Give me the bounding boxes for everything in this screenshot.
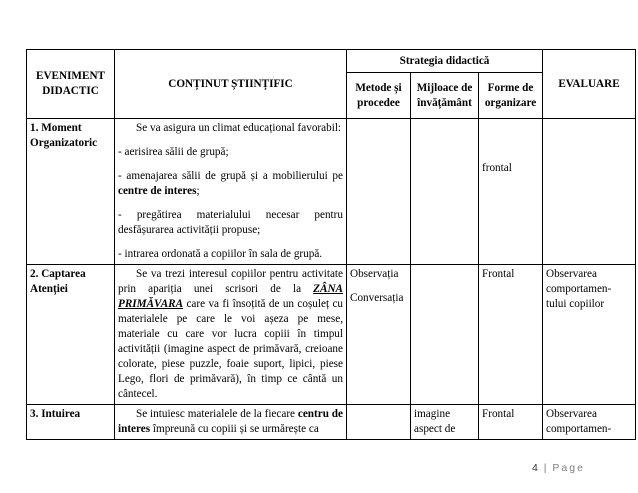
method-item: Conversația (350, 292, 404, 304)
content-text: Se va trezi interesul copiilor pentru activitate prin apariția unei scrisori de la (118, 268, 343, 295)
content-paragraph (118, 267, 343, 402)
content-text: împreună cu copiii și se urmărește ca (152, 423, 319, 435)
header-means: Mijloace de învățământ (411, 73, 479, 119)
content-paragraph (118, 407, 343, 437)
content-cell (115, 405, 347, 440)
content-cell (115, 119, 347, 265)
event-cell: 1. Moment Organizatoric (27, 119, 115, 265)
content-cell (115, 265, 347, 405)
page-footer (532, 462, 585, 474)
methods-cell (347, 405, 411, 440)
header-forms: Forme de organizare (479, 73, 543, 119)
means-cell (411, 119, 479, 265)
content-text: Se intuiesc materialele de la fiecare (136, 408, 296, 420)
content-emphasis: centru de interes (118, 408, 343, 435)
event-cell: 2. Captarea Atenției (27, 265, 115, 405)
lesson-plan-table (26, 49, 636, 440)
forms-cell: Frontal (479, 405, 543, 440)
header-evaluation: EVALUARE (543, 50, 636, 119)
means-cell (411, 265, 479, 405)
content-text: ; (196, 185, 200, 197)
content-emphasis: centre de interes (118, 185, 197, 197)
page-number: 4 (532, 462, 539, 474)
content-item: - pregătirea materialului necesar pentru desfășurarea activității propuse; (118, 209, 343, 236)
content-item: - intrarea ordonată a copiilor în sala de grupă. (118, 248, 323, 260)
footer-separator: | (543, 462, 547, 474)
method-item: Observația (350, 268, 399, 280)
evaluation-cell (543, 119, 636, 265)
means-cell: imagine aspect de (411, 405, 479, 440)
evaluation-cell: Observarea comportamen- (543, 405, 636, 440)
methods-cell (347, 265, 411, 405)
header-row-strategy (27, 50, 636, 73)
forms-cell (479, 119, 543, 265)
methods-cell (347, 119, 411, 265)
content-intro: Se va asigura un climat educațional favorabil: (136, 122, 342, 134)
table-row (27, 405, 636, 440)
evaluation-cell: Observarea comportamen- tului copiilor (543, 265, 636, 405)
table-row (27, 265, 636, 405)
header-content: CONȚINUT ȘTIINȚIFIC (115, 50, 347, 119)
header-event: EVENIMENT DIDACTIC (27, 50, 115, 119)
content-text: care va fi însoțită de un coșuleț cu materialele pe care le voi așeza pe mese, materiale cu care vor lucra copiii în timpul activității (imagine aspect de primăvară, creioane colorate, piese puzzle, foaie suport, lipici, piese Lego, flori de primăvară), în timp ce cântă un cântecel. (118, 298, 344, 400)
header-strategy: Strategia didactică (347, 50, 543, 73)
content-text: - amenajarea sălii de grupă și a mobilierului pe (118, 170, 343, 182)
event-cell: 3. Intuirea (27, 405, 115, 440)
table-row (27, 119, 636, 265)
content-emphasis: ZÂNA PRIMĂVARA (118, 283, 344, 310)
forms-cell: Frontal (479, 265, 543, 405)
content-item (118, 169, 343, 199)
header-methods: Metode și procedee (347, 73, 411, 119)
page-word: Page (552, 462, 585, 474)
content-item: - aerisirea sălii de grupă; (118, 146, 229, 158)
forms-value: frontal (482, 162, 512, 174)
